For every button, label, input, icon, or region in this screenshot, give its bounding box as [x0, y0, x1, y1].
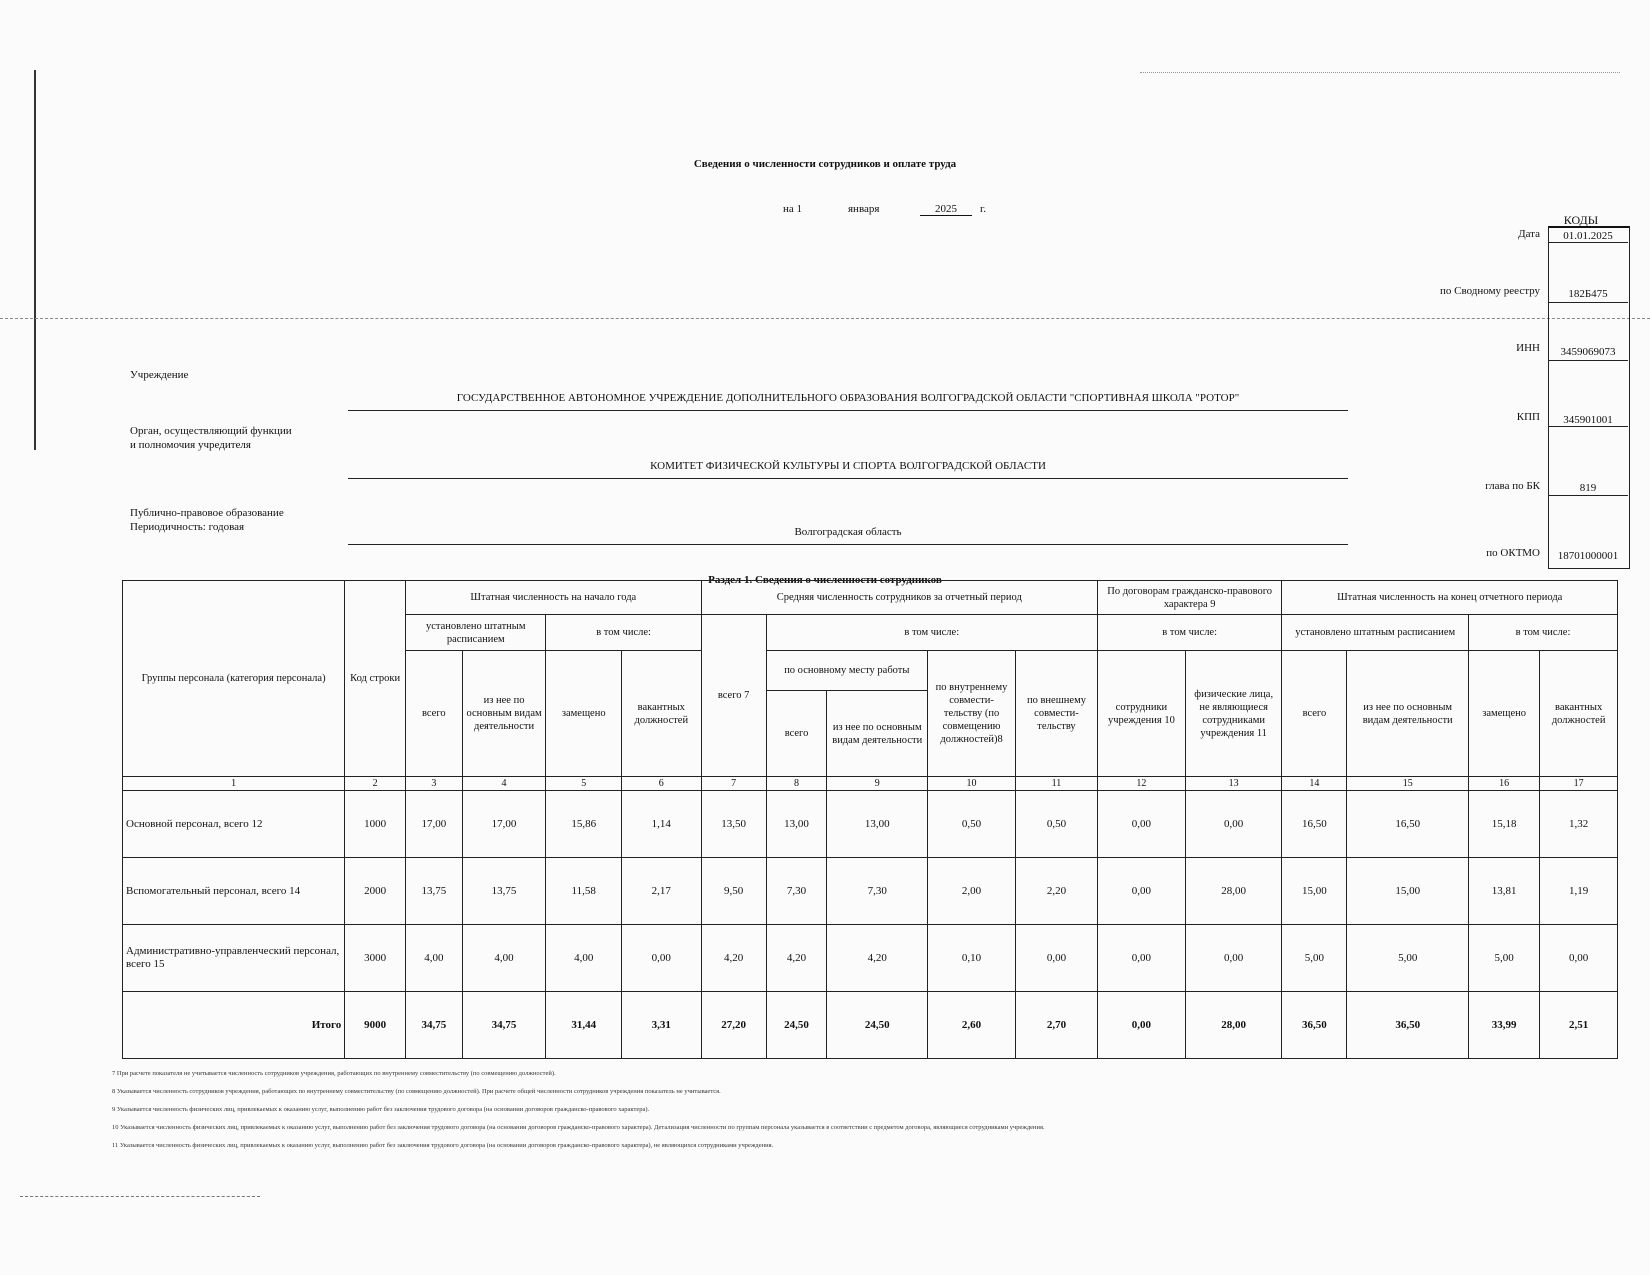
cell-value: 16,50 — [1282, 791, 1347, 858]
header-external: по внешнему совмести-тельству — [1016, 651, 1098, 777]
header-gph: По договорам гражданско-правового характера 9 — [1097, 581, 1282, 615]
cell-value: 1,14 — [621, 791, 701, 858]
cell-value: 0,00 — [1097, 925, 1185, 992]
cell-value: 5,00 — [1282, 925, 1347, 992]
organ-label-2: и полномочия учредителя — [130, 439, 251, 451]
table-row — [123, 925, 1618, 992]
col-num: 11 — [1016, 777, 1098, 791]
cell-value: 5,00 — [1468, 925, 1539, 992]
code-oktmo-label: по ОКТМО — [1486, 547, 1540, 559]
scan-edge-line — [34, 70, 36, 450]
scan-bottom-dash — [20, 1196, 260, 1197]
header-avg: Средняя численность сотрудников за отчетный период — [701, 581, 1097, 615]
row-label: Основной персонал, всего 12 — [123, 791, 345, 858]
cell-value: 31,44 — [546, 992, 621, 1059]
col-num: 15 — [1347, 777, 1469, 791]
cell-value: 2,20 — [1016, 858, 1098, 925]
row-code: 3000 — [345, 925, 406, 992]
codes-separator — [1548, 242, 1628, 243]
row-code: 1000 — [345, 791, 406, 858]
cell-value: 4,20 — [766, 925, 827, 992]
cell-value: 0,10 — [928, 925, 1016, 992]
codes-separator — [1548, 426, 1628, 427]
cell-value: 17,00 — [406, 791, 463, 858]
staff-table — [122, 580, 1618, 1059]
cell-value: 15,00 — [1347, 858, 1469, 925]
institution-label: Учреждение — [130, 369, 189, 381]
cell-value: 15,86 — [546, 791, 621, 858]
code-kpp-value: 345901001 — [1563, 414, 1613, 426]
cell-value: 4,20 — [701, 925, 766, 992]
footnote-9: 9 Указывается численность физических лиц, привлекаемых к оказанию услуг, выполнению работ без заключения трудового договора (на основании договоров гражданско-правового характера). — [112, 1106, 650, 1113]
organ-value: КОМИТЕТ ФИЗИЧЕСКОЙ КУЛЬТУРЫ И СПОРТА ВОЛГОГРАДСКОЙ ОБЛАСТИ — [650, 460, 1046, 472]
ppo-value: Волгоградская область — [794, 526, 902, 538]
codes-box — [1548, 226, 1630, 569]
header-end-incl: в том числе: — [1468, 615, 1617, 651]
col-num: 2 — [345, 777, 406, 791]
cell-value: 13,00 — [766, 791, 827, 858]
cell-value: 0,00 — [1540, 925, 1618, 992]
cell-value: 0,00 — [621, 925, 701, 992]
header-end: Штатная численность на конец отчетного периода — [1282, 581, 1618, 615]
row-label: Административно-управленческий персонал, всего 15 — [123, 925, 345, 992]
header-start-main: из нее по основным видам деятельности — [462, 651, 546, 777]
col-num: 10 — [928, 777, 1016, 791]
cell-value: 1,19 — [1540, 858, 1618, 925]
cell-value: 0,00 — [1097, 992, 1185, 1059]
col-num: 6 — [621, 777, 701, 791]
header-start-established: установлено штатным расписанием — [406, 615, 546, 651]
col-num: 3 — [406, 777, 463, 791]
cell-value: 13,50 — [701, 791, 766, 858]
header-gph-staff: сотрудники учреждения 10 — [1097, 651, 1185, 777]
cell-value: 28,00 — [1185, 858, 1281, 925]
cell-value: 17,00 — [462, 791, 546, 858]
col-num: 14 — [1282, 777, 1347, 791]
cell-value: 0,00 — [1185, 925, 1281, 992]
code-kpp-label: КПП — [1516, 411, 1540, 423]
cell-value: 2,17 — [621, 858, 701, 925]
code-date-value: 01.01.2025 — [1563, 230, 1613, 242]
codes-separator — [1548, 360, 1628, 361]
table-row — [123, 791, 1618, 858]
code-registry-value: 182Б475 — [1568, 288, 1608, 300]
col-num: 12 — [1097, 777, 1185, 791]
col-num: 13 — [1185, 777, 1281, 791]
cell-value: 15,18 — [1468, 791, 1539, 858]
header-avg-incl: в том числе: — [766, 615, 1097, 651]
footnote-8: 8 Указывается численность сотрудников учреждения, работающих по внутреннему совместительству (по совмещению должностей). При расчете общей численности сотрудников учреждения показатель не учитывается. — [112, 1088, 721, 1095]
code-date-label: Дата — [1518, 228, 1540, 240]
header-start-incl: в том числе: — [546, 615, 701, 651]
cell-value: 33,99 — [1468, 992, 1539, 1059]
cell-value: 7,30 — [766, 858, 827, 925]
date-year: 2025 — [920, 203, 972, 216]
row-code: 9000 — [345, 992, 406, 1059]
date-month: января — [848, 203, 880, 215]
footnote-7: 7 При расчете показателя не учитывается численность сотрудников учреждения, работающих по внутреннему совместительству (по совмещению должностей). — [112, 1070, 556, 1077]
cell-value: 7,30 — [827, 858, 928, 925]
cell-value: 13,81 — [1468, 858, 1539, 925]
header-main-place-total: всего — [766, 691, 827, 777]
table-total-row — [123, 992, 1618, 1059]
code-registry-label: по Сводному реестру — [1440, 285, 1540, 297]
col-num: 17 — [1540, 777, 1618, 791]
header-avg-total: всего 7 — [701, 615, 766, 777]
codes-separator — [1548, 495, 1628, 496]
footnote-11: 11 Указывается численность физических лиц, привлекаемых к оказанию услуг, выполнению работ без заключения трудового договора (на основании договоров гражданско-правового характера), не являющихся сотрудниками учреждения. — [112, 1142, 774, 1149]
cell-value: 0,50 — [928, 791, 1016, 858]
date-prefix: на 1 — [783, 203, 803, 215]
cell-value: 24,50 — [827, 992, 928, 1059]
header-groups: Группы персонала (категория персонала) — [123, 581, 345, 777]
cell-value: 0,00 — [1185, 791, 1281, 858]
header-start-total: всего — [406, 651, 463, 777]
column-number-row — [123, 777, 1618, 791]
cell-value: 24,50 — [766, 992, 827, 1059]
cell-value: 2,60 — [928, 992, 1016, 1059]
scan-top-dots — [1140, 72, 1620, 73]
row-label: Вспомогательный персонал, всего 14 — [123, 858, 345, 925]
cell-value: 2,00 — [928, 858, 1016, 925]
cell-value: 34,75 — [462, 992, 546, 1059]
codes-separator — [1548, 302, 1628, 303]
cell-value: 4,00 — [462, 925, 546, 992]
cell-value: 27,20 — [701, 992, 766, 1059]
row-code: 2000 — [345, 858, 406, 925]
date-suffix: г. — [980, 203, 987, 215]
header-main-place-main: из нее по основным видам деятельности — [827, 691, 928, 777]
header-end-main: из нее по основным видам деятельности — [1347, 651, 1469, 777]
cell-value: 28,00 — [1185, 992, 1281, 1059]
organ-label-1: Орган, осуществляющий функции — [130, 425, 292, 437]
code-bk-value: 819 — [1579, 482, 1597, 494]
cell-value: 4,00 — [546, 925, 621, 992]
section-title: Раздел 1. Сведения о численности сотрудников — [708, 574, 942, 586]
codes-heading: КОДЫ — [1563, 213, 1599, 227]
period-label: Периодичность: годовая — [130, 521, 245, 533]
cell-value: 36,50 — [1347, 992, 1469, 1059]
header-start-vacant: вакантных должностей — [621, 651, 701, 777]
header-end-total: всего — [1282, 651, 1347, 777]
header-gph-incl: в том числе: — [1097, 615, 1282, 651]
cell-value: 0,00 — [1097, 858, 1185, 925]
header-start-filled: замещено — [546, 651, 621, 777]
cell-value: 0,00 — [1016, 925, 1098, 992]
header-end-vacant: вакантных должностей — [1540, 651, 1618, 777]
col-num: 1 — [123, 777, 345, 791]
cell-value: 11,58 — [546, 858, 621, 925]
header-internal: по внутреннему совмести-тельству (по совмещению должностей)8 — [928, 651, 1016, 777]
cell-value: 36,50 — [1282, 992, 1347, 1059]
table-row — [123, 858, 1618, 925]
cell-value: 3,31 — [621, 992, 701, 1059]
footnote-10: 10 Указывается численность физических лиц, привлекаемых к оказанию услуг, выполнению работ без заключения трудового договора (на основании договоров гражданско-правового характера). Детализация численности по группам персонала указывается в соответствии с предметом договора, являющиеся сотрудниками учреждения. — [112, 1124, 1045, 1131]
cell-value: 34,75 — [406, 992, 463, 1059]
code-bk-label: глава по БК — [1485, 480, 1540, 492]
row-label: Итого — [123, 992, 345, 1059]
ppo-label: Публично-правовое образование — [130, 507, 284, 519]
cell-value: 0,50 — [1016, 791, 1098, 858]
page-title: Сведения о численности сотрудников и оплате труда — [693, 158, 957, 170]
col-num: 16 — [1468, 777, 1539, 791]
cell-value: 1,32 — [1540, 791, 1618, 858]
cell-value: 5,00 — [1347, 925, 1469, 992]
cell-value: 15,00 — [1282, 858, 1347, 925]
header-gph-phys: физические лица, не являющиеся сотрудниками учреждения 11 — [1185, 651, 1281, 777]
code-inn-value: 3459069073 — [1560, 346, 1616, 358]
cell-value: 13,75 — [462, 858, 546, 925]
code-oktmo-value: 18701000001 — [1557, 550, 1619, 562]
header-end-established: установлено штатным расписанием — [1282, 615, 1469, 651]
col-num: 5 — [546, 777, 621, 791]
organ-underline — [348, 478, 1348, 479]
col-num: 9 — [827, 777, 928, 791]
cell-value: 13,75 — [406, 858, 463, 925]
cell-value: 2,70 — [1016, 992, 1098, 1059]
cell-value: 2,51 — [1540, 992, 1618, 1059]
cell-value: 0,00 — [1097, 791, 1185, 858]
col-num: 7 — [701, 777, 766, 791]
code-inn-label: ИНН — [1516, 342, 1540, 354]
cell-value: 13,00 — [827, 791, 928, 858]
institution-underline — [348, 410, 1348, 411]
header-main-place: по основному месту работы — [766, 651, 927, 691]
scan-fold-line — [0, 318, 1650, 319]
header-code: Код строки — [345, 581, 406, 777]
col-num: 4 — [462, 777, 546, 791]
institution-value: ГОСУДАРСТВЕННОЕ АВТОНОМНОЕ УЧРЕЖДЕНИЕ ДОПОЛНИТЕЛЬНОГО ОБРАЗОВАНИЯ ВОЛГОГРАДСКОЙ ОБЛАСТИ "СПОРТИВНАЯ ШКОЛА "РОТОР" — [456, 392, 1240, 404]
cell-value: 16,50 — [1347, 791, 1469, 858]
cell-value: 4,20 — [827, 925, 928, 992]
cell-value: 9,50 — [701, 858, 766, 925]
header-start: Штатная численность на начало года — [406, 581, 702, 615]
header-end-filled: замещено — [1468, 651, 1539, 777]
cell-value: 4,00 — [406, 925, 463, 992]
ppo-underline — [348, 544, 1348, 545]
col-num: 8 — [766, 777, 827, 791]
